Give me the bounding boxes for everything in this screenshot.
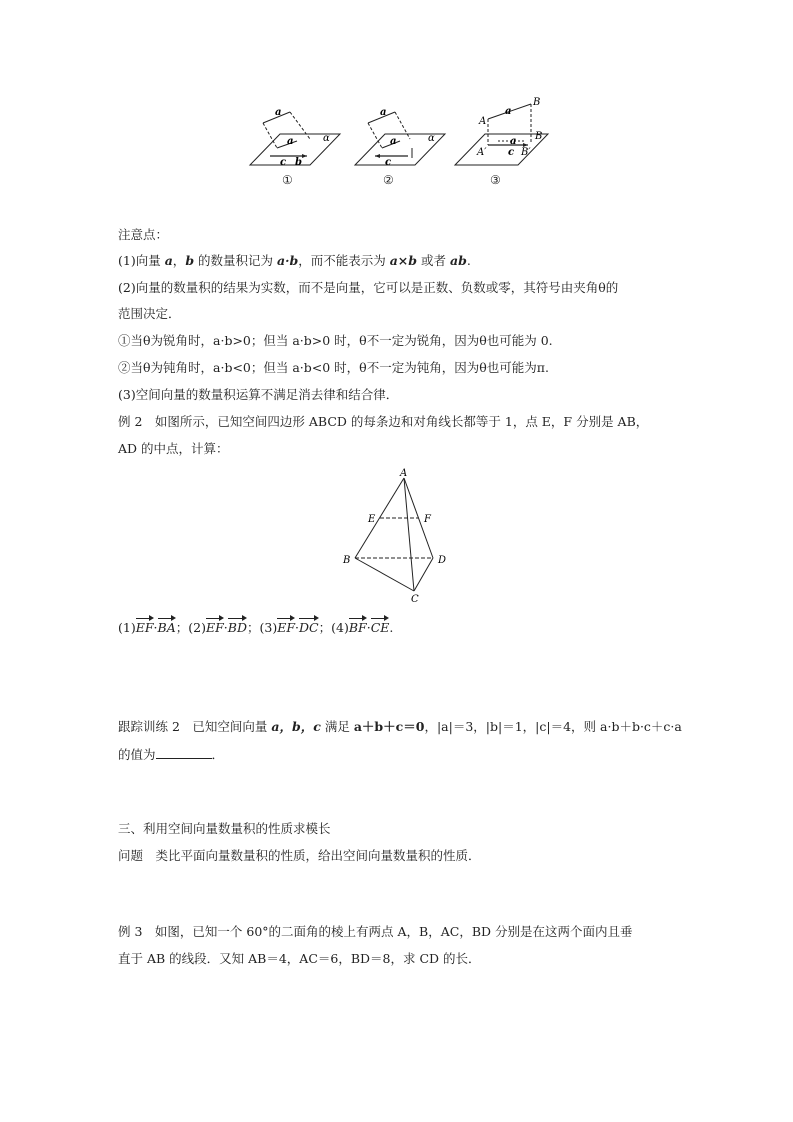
notes-point-1: (1)向量 a，b 的数量积记为 a·b，而不能表示为 a×b 或者 ab. (118, 253, 471, 268)
notes-acute-case: ①当θ为锐角时，a·b>0；但当 a·b>0 时，θ不一定为锐角，因为θ也可能为 0. (118, 333, 553, 348)
section3-heading: 三、利用空间向量数量积的性质求模长 (118, 821, 331, 836)
tetra-B-label: B (343, 555, 351, 566)
fig1-b-label: b (295, 157, 302, 168)
figure-1 (250, 107, 340, 168)
notes-point-3: (3)空间向量的数量积运算不满足消去律和结合律． (118, 387, 399, 402)
fig3-A-label: A (479, 116, 487, 127)
fig2-caption: ② (383, 173, 394, 187)
tetra-F-label: F (424, 514, 431, 525)
fig2-a2-label: a (390, 136, 397, 147)
fig1-c-label: c (280, 157, 287, 168)
training2-line2: 的值为 ． (118, 747, 225, 762)
notes-heading: 注意点： (118, 227, 169, 242)
fig3-B2-label: B (535, 131, 543, 142)
fig3-B-label: B (533, 97, 541, 108)
tetra-E-label: E (368, 514, 376, 525)
fig1-alpha-label: α (323, 133, 330, 144)
fig3-B1-label: B′ (521, 147, 531, 158)
example2-questions: (1)EF·BA；(2)EF·BD；(3)EF·DC；(4)BF·CE. (118, 617, 393, 636)
fig2-c-label: c (385, 157, 392, 168)
fig1-a2-label: a (287, 136, 294, 147)
fig1-caption: ① (282, 173, 293, 187)
tetra-C-label: C (411, 594, 419, 605)
fig1-a-label: a (275, 107, 282, 118)
fig3-c-label: c (508, 147, 515, 158)
notes-point-2-line2: 范围决定． (118, 306, 181, 321)
example2-line2: AD 的中点，计算： (118, 441, 229, 456)
example3-line2: 直于 AB 的线段．又知 AB＝4，AC＝6，BD＝8，求 CD 的长． (118, 951, 481, 966)
tetra-A-label: A (400, 468, 408, 479)
tetra-D-label: D (438, 555, 447, 566)
example2-line1: 例 2 如图所示，已知空间四边形 ABCD 的每条边和对角线长都等于 1，点 E，F 分别是 AB， (118, 414, 649, 429)
fig2-alpha-label: α (428, 133, 435, 144)
answer-blank (156, 746, 212, 759)
fig3-a-label: a (505, 106, 512, 117)
tetrahedron-figure (338, 466, 458, 606)
fig3-caption: ③ (490, 173, 501, 187)
figure-3 (455, 97, 548, 165)
fig3-A1-label: A′ (477, 147, 487, 158)
figure-2 (355, 107, 445, 168)
section3-question: 问题 类比平面向量数量积的性质，给出空间向量数量积的性质． (118, 848, 481, 863)
notes-point-2-line1: (2)向量的数量积的结果为实数，而不是向量，它可以是正数、负数或零，其符号由夹角θ的 (118, 280, 619, 295)
fig3-a2-label: a (510, 136, 517, 147)
fig2-a-label: a (380, 107, 387, 118)
example3-line1: 例 3 如图，已知一个 60°的二面角的棱上有两点 A，B，AC，BD 分别是在这两个面内且垂 (118, 924, 633, 939)
notes-obtuse-case: ②当θ为钝角时，a·b<0；但当 a·b<0 时，θ不一定为钝角，因为θ也可能为π. (118, 360, 549, 375)
training2-line1: 跟踪训练 2 已知空间向量 a，b，c 满足 a＋b＋c＝0，|a|＝3，|b|＝1，|c|＝4，则 a·b＋b·c＋c·a (118, 719, 682, 734)
